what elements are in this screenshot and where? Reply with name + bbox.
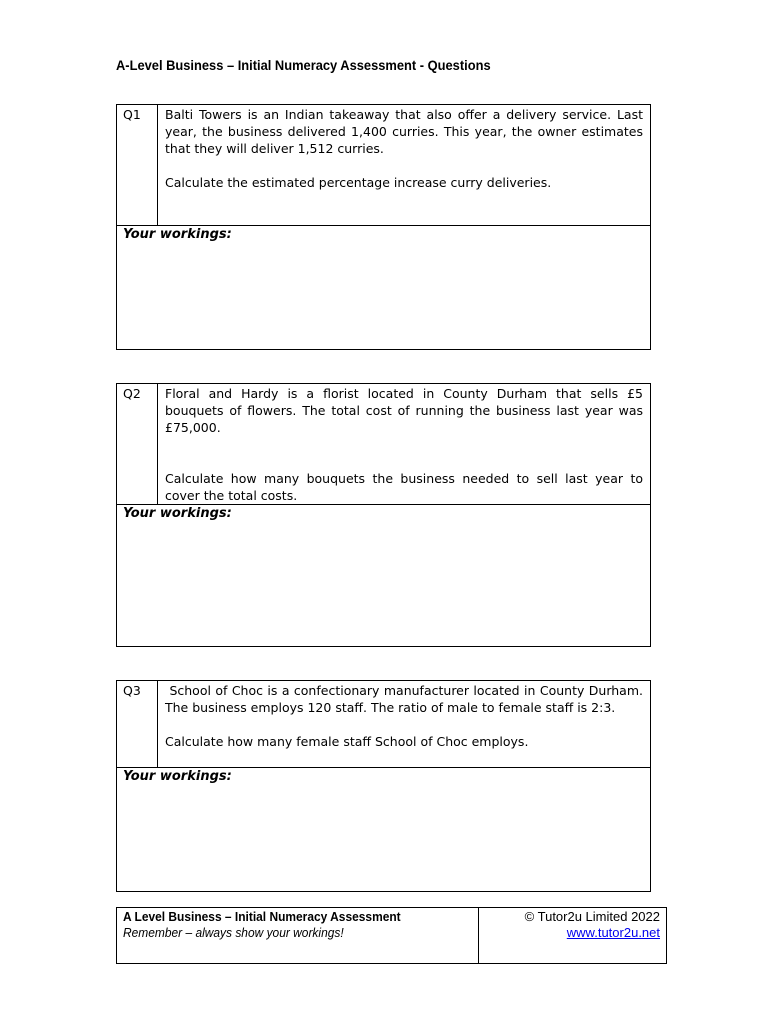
question-text xyxy=(158,681,650,767)
question-instruction: Calculate how many female staff School of Choc employs. xyxy=(165,734,529,749)
workings-label: Your workings: xyxy=(123,227,232,242)
question-paragraph: School of Choc is a confectionary manufacturer located in County Durham. The business employs 120 staff. The ratio of male to female staff is 2:3. xyxy=(165,683,647,715)
footer-link[interactable]: www.tutor2u.net xyxy=(566,925,660,940)
question-text xyxy=(158,384,650,504)
page-footer xyxy=(116,907,667,964)
question-row xyxy=(117,105,650,226)
question-3-table xyxy=(116,680,651,892)
question-instruction: Calculate how many bouquets the business needed to sell last year to cover the total costs. xyxy=(165,471,643,503)
question-number: Q1 xyxy=(117,105,158,225)
footer-reminder: Remember – always show your workings! xyxy=(123,925,344,940)
question-row xyxy=(117,681,650,768)
page-title: A-Level Business – Initial Numeracy Assessment - Questions xyxy=(116,57,491,73)
footer-left xyxy=(117,908,479,963)
workings-label: Your workings: xyxy=(123,506,232,521)
question-instruction: Calculate the estimated percentage increase curry deliveries. xyxy=(165,175,552,190)
question-number: Q2 xyxy=(117,384,158,504)
workings-label: Your workings: xyxy=(123,769,232,784)
footer-copyright: © Tutor2u Limited 2022 xyxy=(524,909,660,924)
question-number: Q3 xyxy=(117,681,158,767)
footer-right xyxy=(479,908,666,963)
question-2-table xyxy=(116,383,651,647)
question-1-table xyxy=(116,104,651,350)
question-paragraph: Balti Towers is an Indian takeaway that also offer a delivery service. Last year, the business delivered 1,400 curries. This year, the owner estimates that they will deliver 1,512 curries. xyxy=(165,107,643,156)
footer-title: A Level Business – Initial Numeracy Assessment xyxy=(123,909,401,924)
question-text xyxy=(158,105,650,225)
question-row xyxy=(117,384,650,505)
question-paragraph: Floral and Hardy is a florist located in County Durham that sells £5 bouquets of flowers. The total cost of running the business last year was £75,000. xyxy=(165,386,643,435)
